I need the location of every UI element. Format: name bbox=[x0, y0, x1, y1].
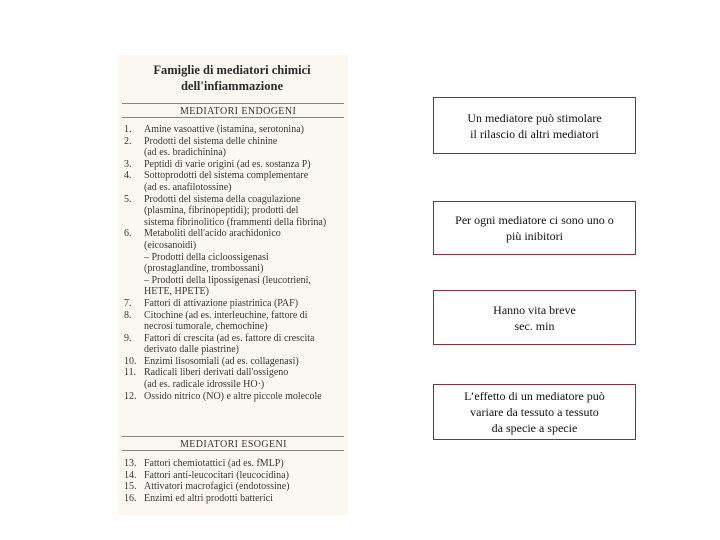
list-item bbox=[122, 194, 348, 229]
list-item bbox=[122, 136, 348, 159]
exogenous-list bbox=[122, 458, 348, 504]
item-line: (ad es. radicale idrossile HO·) bbox=[144, 379, 265, 391]
item-line: Fattori anti-leucocitari (leucocidina) bbox=[144, 469, 289, 481]
item-line: Metaboliti dell'acido arachidonico bbox=[144, 228, 281, 240]
item-line: – Prodotti della lipossigenasi (leucotrieni, bbox=[144, 274, 311, 286]
list-item bbox=[122, 310, 348, 333]
item-number: 12. bbox=[124, 390, 137, 402]
note-text: Un mediatore può stimolare il rilascio di altri mediatori bbox=[467, 110, 602, 141]
item-number: 13. bbox=[124, 458, 137, 469]
list-item bbox=[122, 493, 348, 505]
table-title bbox=[122, 62, 342, 94]
note-text: Hanno vita breve sec. min bbox=[493, 302, 576, 333]
note-box-effect bbox=[433, 384, 636, 440]
list-item bbox=[122, 298, 348, 310]
item-line: Fattori chemiotattici (ad es. fMLP) bbox=[144, 458, 284, 469]
list-item bbox=[122, 470, 348, 482]
item-number: 7. bbox=[124, 297, 132, 309]
item-line: Ossido nitrico (NO) e altre piccole molecole bbox=[144, 390, 322, 402]
item-number: 4. bbox=[124, 170, 132, 182]
list-item bbox=[122, 391, 348, 403]
item-line: (plasmina, fibrinopeptidi); prodotti del bbox=[144, 205, 299, 217]
item-number: 10. bbox=[124, 355, 137, 367]
item-line: Enzimi lisosomiali (ad es. collagenasi) bbox=[144, 355, 299, 367]
item-number: 5. bbox=[124, 193, 132, 205]
note-box-stimulation bbox=[433, 97, 636, 154]
item-number: 9. bbox=[124, 332, 132, 344]
item-line: Radicali liberi derivati dall'ossigeno bbox=[144, 367, 289, 379]
item-number: 16. bbox=[124, 492, 137, 504]
item-number: 8. bbox=[124, 309, 132, 321]
item-line: Prodotti del sistema delle chinine bbox=[144, 135, 278, 147]
section-header-endogenous: MEDIATORI ENDOGENI bbox=[122, 103, 344, 118]
item-line: sistema fibrinolitico (frammenti della fibrina) bbox=[144, 216, 327, 228]
list-item bbox=[122, 367, 348, 390]
item-line: Fattori di attivazione piastrinica (PAF) bbox=[144, 297, 299, 309]
list-item bbox=[122, 170, 348, 193]
list-item bbox=[122, 333, 348, 356]
item-number: 6. bbox=[124, 228, 132, 240]
item-number: 1. bbox=[124, 124, 132, 135]
note-box-lifetime bbox=[433, 290, 636, 345]
list-item bbox=[122, 458, 348, 470]
list-item bbox=[122, 228, 348, 298]
item-line: Citochine (ad es. interleuchine, fattore di bbox=[144, 309, 308, 321]
title-line-1: Famiglie di mediatori chimici bbox=[153, 63, 311, 77]
item-line: (eicosanoidi) bbox=[144, 239, 197, 251]
list-item bbox=[122, 159, 348, 171]
item-line: Fattori di crescita (ad es. fattore di crescita bbox=[144, 332, 315, 344]
list-item bbox=[122, 124, 348, 136]
item-number: 15. bbox=[124, 481, 137, 493]
endogenous-list bbox=[122, 124, 348, 402]
item-number: 11. bbox=[124, 367, 137, 379]
section-header-exogenous: MEDIATORI ESOGENI bbox=[122, 436, 344, 451]
item-number: 3. bbox=[124, 158, 132, 170]
item-line: Prodotti del sistema della coagulazione bbox=[144, 193, 301, 205]
item-line: HETE, HPETE) bbox=[144, 286, 209, 298]
item-line: – Prodotti della cicloossigenasi bbox=[144, 251, 269, 263]
item-line: (ad es. anafilotossine) bbox=[144, 181, 232, 193]
list-item bbox=[122, 481, 348, 493]
item-line: Amine vasoattive (istamina, serotonina) bbox=[144, 124, 304, 135]
item-line: (prostaglandine, trombossani) bbox=[144, 263, 264, 275]
item-line: Attivatori macrofagici (endotossine) bbox=[144, 481, 290, 493]
item-number: 14. bbox=[124, 469, 137, 481]
item-line: (ad es. bradichinina) bbox=[144, 147, 226, 159]
item-line: Enzimi ed altri prodotti batterici bbox=[144, 492, 273, 504]
title-line-2: dell'infiammazione bbox=[180, 79, 284, 93]
item-number: 2. bbox=[124, 135, 132, 147]
note-text: Per ogni mediatore ci sono uno o più inibitori bbox=[455, 213, 614, 243]
item-line: necrosi tumorale, chemochine) bbox=[144, 321, 268, 333]
list-item bbox=[122, 356, 348, 368]
note-text: L’effetto di un mediatore può variare da tessuto a tessuto da specie a specie bbox=[464, 389, 605, 435]
item-line: Peptidi di varie origini (ad es. sostanza P) bbox=[144, 158, 311, 170]
item-line: derivato dalle piastrine) bbox=[144, 344, 239, 356]
item-line: Sottoprodotti del sistema complementare bbox=[144, 170, 309, 182]
note-box-inhibitors bbox=[433, 201, 636, 255]
